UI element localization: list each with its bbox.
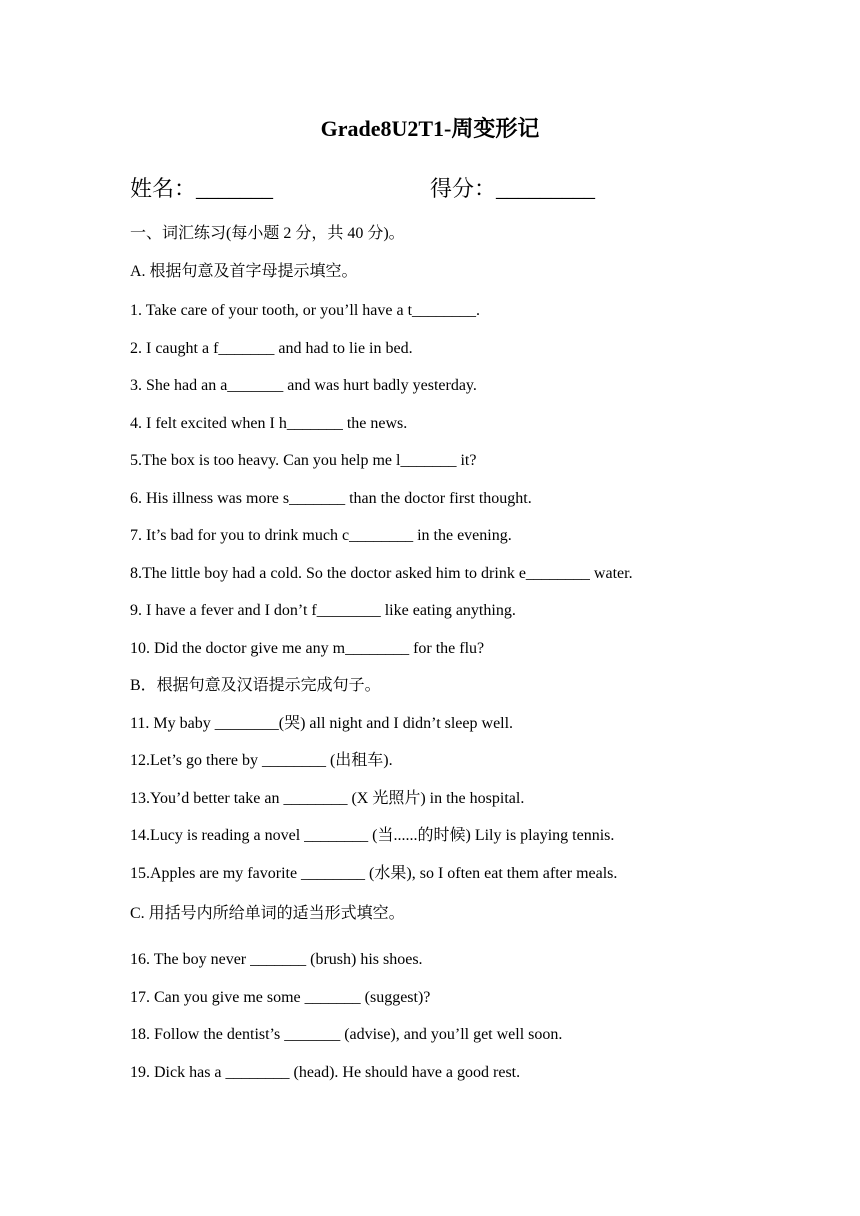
- question-2: 2. I caught a f_______ and had to lie in bed.: [130, 340, 413, 357]
- name-field: 姓名：_______: [130, 176, 274, 201]
- question-15: 15.Apples are my favorite ________ (水果), so I often eat them after meals.: [130, 865, 618, 882]
- header-fields: [130, 172, 750, 208]
- question-9: 9. I have a fever and I don’t f________ like eating anything.: [130, 602, 516, 619]
- question-11: 11. My baby ________(哭) all night and I didn’t sleep well.: [130, 715, 514, 732]
- section-heading: 一、词汇练习(每小题 2 分，共 40 分)。: [130, 225, 405, 242]
- question-3: 3. She had an a_______ and was hurt badly yesterday.: [130, 377, 477, 394]
- subsection-heading-b: B．根据句意及汉语提示完成句子。: [130, 677, 381, 694]
- question-6: 6. His illness was more s_______ than the doctor first thought.: [130, 490, 532, 507]
- question-5: 5.The box is too heavy. Can you help me l_______ it?: [130, 452, 477, 469]
- subsection-heading-a: A. 根据句意及首字母提示填空。: [130, 263, 358, 280]
- subsection-heading-c: C. 用括号内所给单词的适当形式填空。: [130, 905, 405, 922]
- question-10: 10. Did the doctor give me any m________ for the flu?: [130, 640, 485, 657]
- question-17: 17. Can you give me some _______ (suggest)?: [130, 989, 431, 1006]
- question-1: 1. Take care of your tooth, or you’ll have a t________.: [130, 302, 481, 319]
- question-14: 14.Lucy is reading a novel ________ (当......的时候) Lily is playing tennis.: [130, 827, 615, 844]
- question-13: 13.You’d better take an ________ (X 光照片) in the hospital.: [130, 790, 525, 807]
- question-4: 4. I felt excited when I h_______ the news.: [130, 415, 408, 432]
- score-field: 得分：_________: [430, 176, 596, 201]
- question-7: 7. It’s bad for you to drink much c________ in the evening.: [130, 527, 512, 544]
- question-12: 12.Let’s go there by ________ (出租车).: [130, 752, 393, 769]
- question-19: 19. Dick has a ________ (head). He should have a good rest.: [130, 1064, 521, 1081]
- question-8: 8.The little boy had a cold. So the doctor asked him to drink e________ water.: [130, 565, 633, 582]
- question-16: 16. The boy never _______ (brush) his shoes.: [130, 951, 423, 968]
- question-18: 18. Follow the dentist’s _______ (advise), and you’ll get well soon.: [130, 1026, 563, 1043]
- page-title: Grade8U2T1-周变形记: [320, 116, 540, 141]
